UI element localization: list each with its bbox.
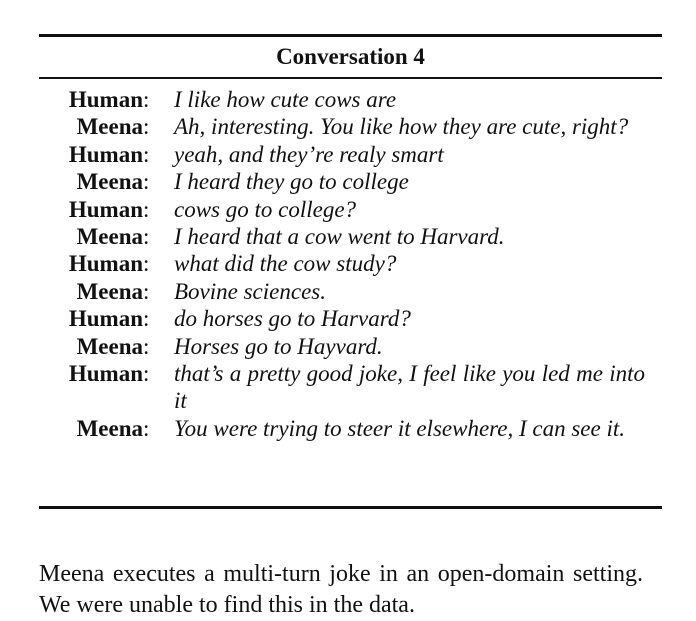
utterance-text: I heard that a cow went to Harvard. (174, 224, 505, 250)
speaker-colon: : (143, 415, 150, 441)
turn-row (39, 223, 662, 250)
speaker-colon: : (143, 141, 150, 167)
speaker-label: Meena (76, 333, 143, 359)
table-bottom-rule (39, 506, 662, 509)
utterance-text: cows go to college? (174, 196, 357, 222)
table-title: Conversation 4 (276, 44, 425, 69)
speaker-label: Meena (76, 415, 143, 441)
speaker-label: Meena (76, 169, 143, 195)
speaker-label: Human (68, 306, 143, 332)
turn-row (39, 113, 662, 140)
utterance-text: what did the cow study? (174, 251, 397, 277)
utterance-text: Bovine sciences. (174, 278, 326, 304)
speaker-label: Meena (76, 278, 143, 304)
utterance-text: do horses go to Harvard? (174, 306, 411, 332)
speaker-colon: : (143, 361, 150, 387)
turn-row (39, 86, 662, 113)
caption: Meena executes a multi-turn joke in an open-domain setting. We were unable to find this in the data. (39, 561, 643, 618)
speaker-colon: : (143, 333, 150, 359)
speaker-colon: : (143, 278, 150, 304)
speaker-label: Meena (76, 114, 143, 140)
turn-row (39, 250, 662, 277)
turn-row (39, 333, 662, 360)
speaker-label: Human (68, 87, 143, 112)
speaker-label: Human (68, 361, 143, 387)
turn-row (39, 305, 662, 332)
conversation-turns (39, 86, 662, 442)
table-top-rule (39, 34, 662, 37)
utterance-text: Ah, interesting. You like how they are cute, right? (174, 114, 629, 140)
turn-row (39, 168, 662, 195)
speaker-label: Human (68, 251, 143, 277)
utterance-text: You were trying to steer it elsewhere, I can see it. (174, 415, 625, 441)
utterance-text: that’s a pretty good joke, I feel like you led me into it (174, 361, 645, 414)
speaker-colon: : (143, 114, 150, 140)
table-header-rule (39, 77, 662, 79)
turn-row (39, 415, 662, 442)
speaker-colon: : (143, 251, 150, 277)
speaker-colon: : (143, 224, 150, 250)
speaker-colon: : (143, 87, 150, 112)
speaker-label: Meena (76, 224, 143, 250)
turn-row (39, 360, 662, 415)
speaker-label: Human (68, 196, 143, 222)
speaker-colon: : (143, 169, 150, 195)
utterance-text: Horses go to Hayvard. (174, 333, 383, 359)
utterance-text: I heard they go to college (174, 169, 409, 195)
turn-row (39, 141, 662, 168)
speaker-colon: : (143, 306, 150, 332)
utterance-text: yeah, and they’re realy smart (174, 141, 444, 167)
turn-row (39, 196, 662, 223)
speaker-label: Human (68, 141, 143, 167)
utterance-text: I like how cute cows are (174, 87, 397, 112)
speaker-colon: : (143, 196, 150, 222)
turn-row (39, 278, 662, 305)
